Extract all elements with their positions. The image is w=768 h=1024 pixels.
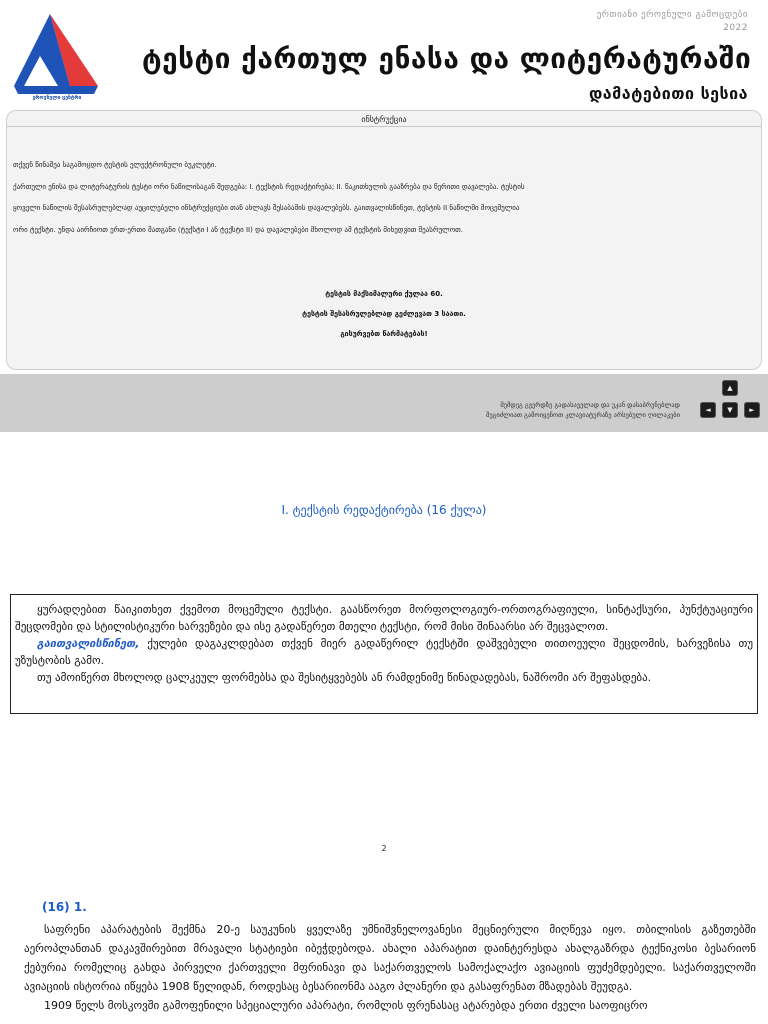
navigation-hint-text bbox=[486, 400, 680, 420]
exam-name-text: ერთიანი ეროვნული გამოცდები bbox=[596, 10, 748, 20]
key-right-icon[interactable]: ► bbox=[744, 402, 760, 418]
instructions-paragraph: ყოველი ნაწილის შესასრულებლად აუცილებელი ინსტრუქციები თან ახლავს შესაბამის დავალებებს. გაითვალისწინეთ, ტესტის II ნაწილში მოცემულია bbox=[13, 204, 520, 212]
section-points: (16 ქულა) bbox=[426, 503, 487, 517]
instructions-paragraph: ქართული ენისა და ლიტერატურის ტესტი ორი ნაწილისაგან შედგება: I. ტექსტის რედაქტირება; II. წაკითხულის გააზრება და წერითი დავალება. ტესტის bbox=[13, 182, 525, 191]
instructions-divider bbox=[7, 126, 761, 127]
question-label: (16) 1. bbox=[42, 900, 87, 914]
header bbox=[0, 0, 768, 110]
task-instruction-box bbox=[10, 594, 758, 714]
page-number: 2 bbox=[381, 844, 387, 853]
question-paragraph: 1909 წელს მოსკოვში გამოფენილი სპეციალური აპარატი, რომლის ფრენასაც ატარებდა ერთი ძველი საოფიცრო bbox=[44, 999, 648, 1012]
logo-caption: შეფასებისა და გამოცდების ეროვნული ცენტრი bbox=[21, 88, 93, 101]
task-warning: თუ ამოიწერთ მხოლოდ ცალკეულ ფორმებსა და შესიტყვებებს ან რამდენიმე წინადადებას, ნაშრომი არ შეფასდება. bbox=[37, 671, 652, 684]
instructions-summary bbox=[0, 284, 768, 344]
page-title: ტესტი ქართულ ენასა და ლიტერატურაში bbox=[142, 42, 752, 75]
instructions-paragraph: თქვენ წინაშეა საგამოცდო ტესტის ელექტრონული ბუკლეტი. bbox=[13, 161, 217, 169]
key-left-icon[interactable]: ◄ bbox=[700, 402, 716, 418]
task-instruction-text: ყურადღებით წაიკითხეთ ქვემოთ მოცემული ტექსტი. გაასწორეთ მორფოლოგიურ-ორთოგრაფიული, სინტაქსური, პუნქტუაციური შეცდომები და სტილისტიკური ხარვეზები და ისე გადაწერეთ მთელი ტექსტი, რომ მისი შინაარსი არ შეცვალოთ. bbox=[15, 603, 753, 633]
key-up-icon[interactable]: ▲ bbox=[722, 380, 738, 396]
question-text bbox=[24, 920, 756, 1015]
section-heading bbox=[0, 503, 768, 517]
task-note-text: ქულები დაგაკლდებათ თქვენ მიერ გადაწერილ ტექსტში დაშვებული თითოეული შეცდომის, ხარვეზისა თუ უზუსტობის გამო. bbox=[15, 637, 753, 667]
good-luck: გისურვებთ წარმატებას! bbox=[340, 330, 428, 338]
key-down-icon[interactable]: ▼ bbox=[722, 402, 738, 418]
section-title: I. ტექსტის რედაქტირება bbox=[281, 503, 423, 517]
question-paragraph: საფრენი აპარატების შექმნა 20-ე საუკუნის ყველაზე უმნიშვნელოვანესი მეცნიერული მიღწევა იყო. თბილისის გაზეთებში აეროპლანთან დაკავშირებით მრავალი სტატიები იბეჭდებოდა. ახალი აპარატით დაინტერესდა ახალგაზრდა ტექნიკოსი ბესარიონ ქებურია რომელიც გახდა პირველი ქართველი მფრინავი და საქართველოს სამოქალაქო ავიაციის ფუძემდებელი. საქართველოში ავიაციის ისტორია იწყება 1908 წელიდან, როდესაც ბესარიონმა ააგო პლანერი და გასაფრენათ მზადებას შეუდგა. bbox=[24, 923, 756, 993]
navigation-hint-line: შემდეგ გვერდზე გადასაველად და უკან დასაბრუნებლად bbox=[500, 401, 680, 409]
exam-name bbox=[597, 9, 748, 35]
instructions-title: ინსტრუქცია bbox=[361, 115, 407, 124]
task-note-highlight: გაითვალისწინეთ, bbox=[37, 637, 140, 650]
max-points: ტესტის მაქსიმალური ქულაა 60. bbox=[325, 290, 443, 298]
instructions-text bbox=[13, 155, 653, 241]
exam-year: 2022 bbox=[723, 23, 748, 33]
page-subtitle: დამატებითი სესია bbox=[588, 84, 748, 103]
duration: ტესტის შესასრულებლად გეძლევათ 3 საათი. bbox=[302, 310, 466, 318]
navigation-hint-line: შეგიძლიათ გამოიყენოთ კლავიატურაზე არსებული ღილაკები bbox=[485, 411, 680, 419]
instructions-paragraph: ორი ტექსტი. უნდა აირჩიოთ ერთ-ერთი მათგანი (ტექსტი I ან ტექსტი II) და დავალებები მხოლოდ ამ ტექსტის მიხედვით შეასრულოთ. bbox=[13, 225, 463, 234]
task-note bbox=[15, 635, 757, 669]
